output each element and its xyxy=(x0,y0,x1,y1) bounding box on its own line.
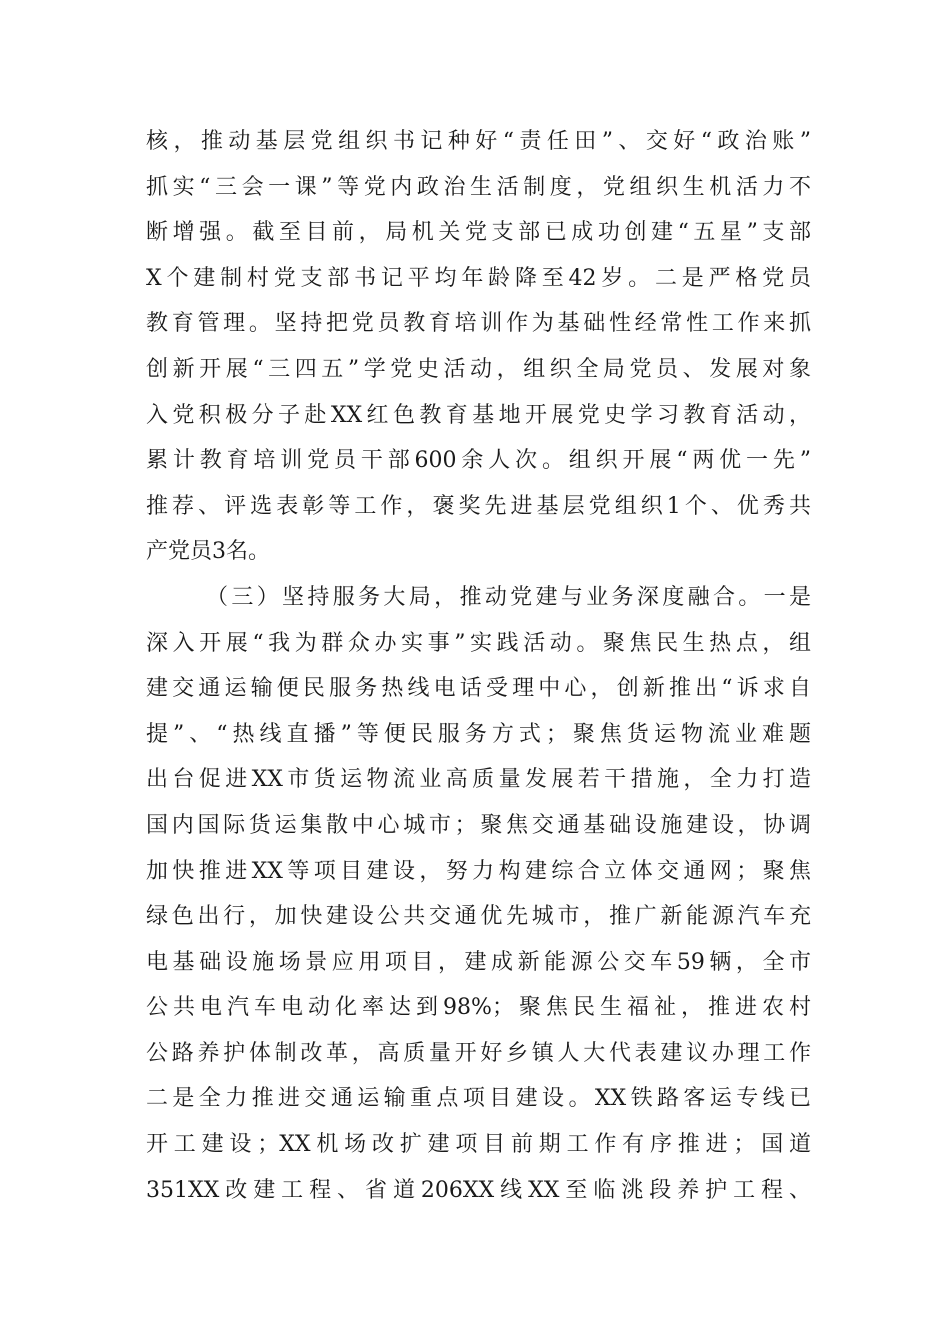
text-line: X个建制村党支部书记平均年龄降至42岁。二是严格党员 xyxy=(146,265,811,291)
text-line: 出台促进XX市货运物流业高质量发展若干措施，全力打造 xyxy=(146,767,811,793)
text-line: 国内国际货运集散中心城市；聚焦交通基础设施建设，协调 xyxy=(146,812,811,838)
text-line: 电基础设施场景应用项目，建成新能源公交车59辆，全市 xyxy=(146,949,811,975)
paragraph-end-line: 产党员3名。 xyxy=(146,539,270,565)
text-line: 加快推进XX等项目建设，努力构建综合立体交通网；聚焦 xyxy=(146,858,811,884)
text-line: 公路养护体制改革，高质量开好乡镇人大代表建议办理工作 xyxy=(146,1040,811,1066)
text-line: 累计教育培训党员干部600余人次。组织开展“两优一先” xyxy=(146,448,811,474)
text-line: 抓实“三会一课”等党内政治生活制度，党组织生机活力不 xyxy=(146,174,811,200)
text-line: 教育管理。坚持把党员教育培训作为基础性经常性工作来抓 xyxy=(146,311,811,337)
section-heading-line: （三）坚持服务大局，推动党建与业务深度融合。一是 xyxy=(206,584,811,610)
text-line: 351XX改建工程、省道206XX线XX至临洮段养护工程、 xyxy=(146,1177,811,1203)
text-line: 开工建设；XX机场改扩建项目前期工作有序推进；国道 xyxy=(146,1132,811,1158)
text-line: 推荐、评选表彰等工作，褒奖先进基层党组织1个、优秀共 xyxy=(146,493,811,519)
text-line: 创新开展“三四五”学党史活动，组织全局党员、发展对象 xyxy=(146,356,811,382)
text-line: 二是全力推进交通运输重点项目建设。XX铁路客运专线已 xyxy=(146,1086,811,1112)
text-line: 入党积极分子赴XX红色教育基地开展党史学习教育活动， xyxy=(146,402,811,428)
text-line: 公共电汽车电动化率达到98%；聚焦民生福祉，推进农村 xyxy=(146,995,811,1021)
text-line: 断增强。截至目前，局机关党支部已成功创建“五星”支部 xyxy=(146,220,811,246)
text-line: 核，推动基层党组织书记种好“责任田”、交好“政治账” xyxy=(146,129,811,154)
text-line: 绿色出行，加快建设公共交通优先城市，推广新能源汽车充 xyxy=(146,904,811,930)
text-line: 提”、“热线直播”等便民服务方式；聚焦货运物流业难题 xyxy=(146,721,811,747)
document-body xyxy=(146,119,811,1213)
text-line: 深入开展“我为群众办实事”实践活动。聚焦民生热点，组 xyxy=(146,630,811,656)
text-line: 建交通运输便民服务热线电话受理中心，创新推出“诉求自 xyxy=(146,676,811,702)
